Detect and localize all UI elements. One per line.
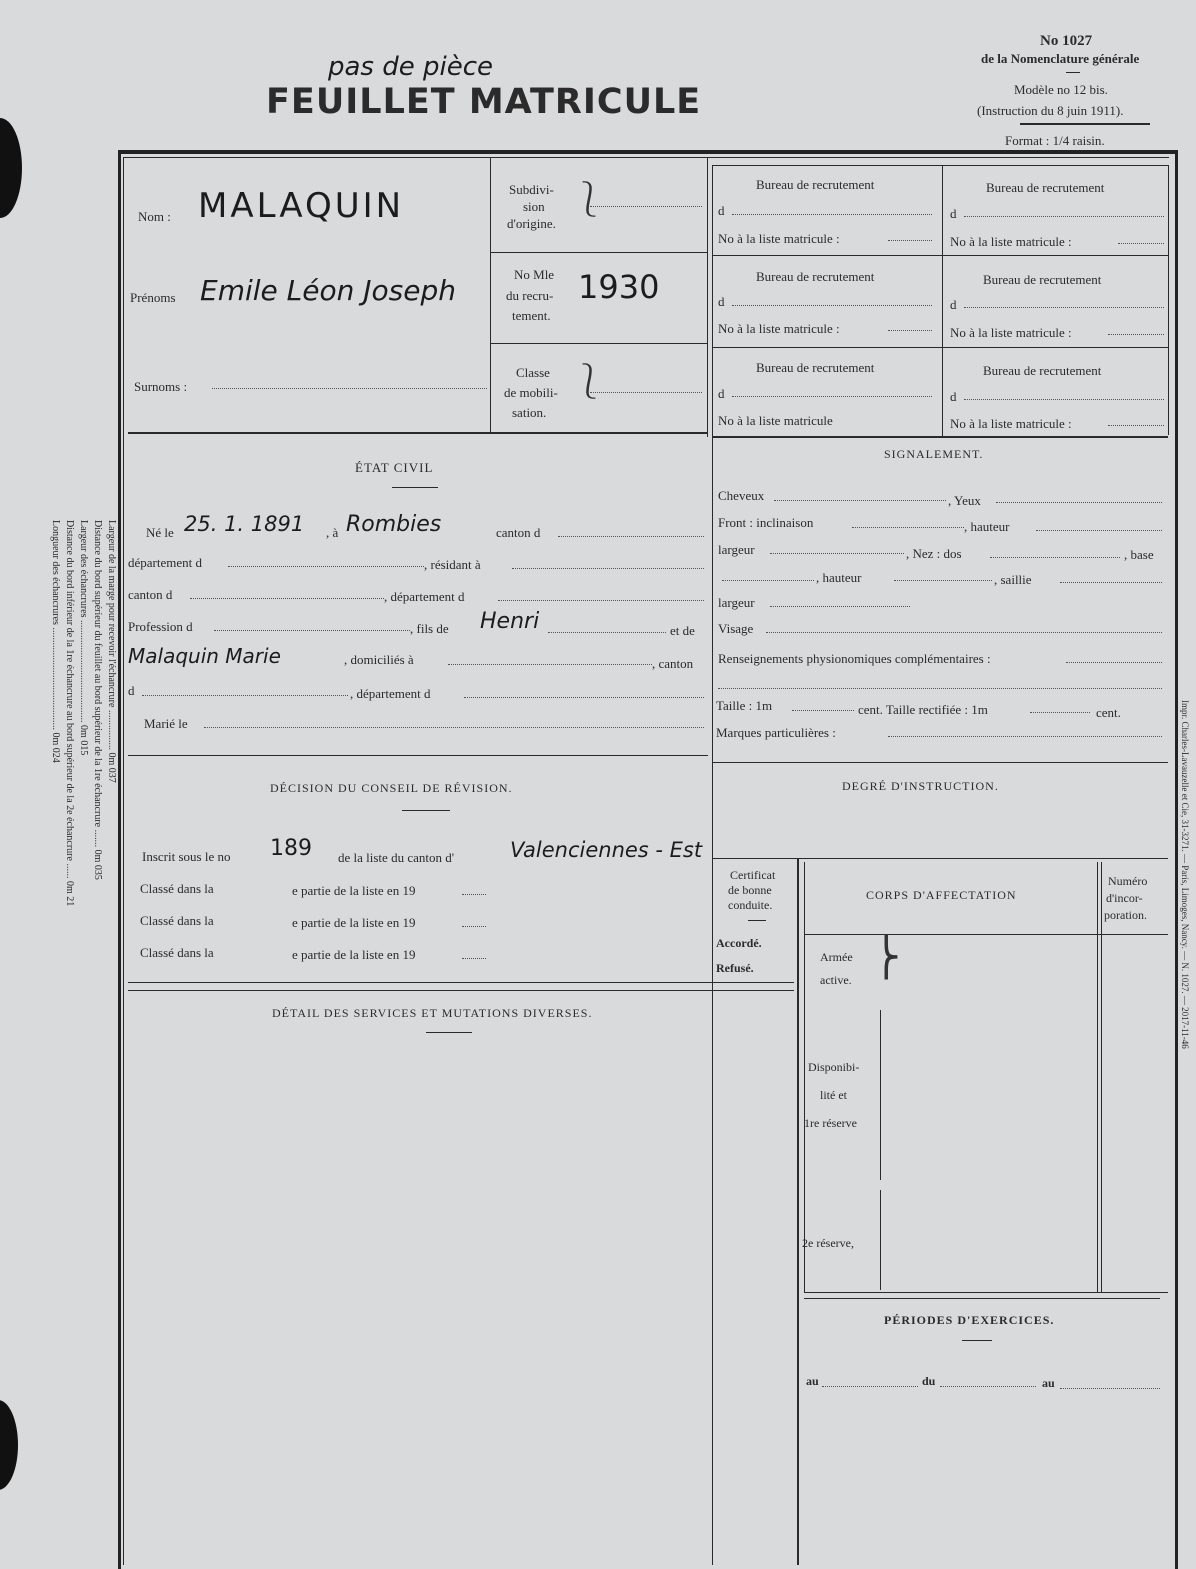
prenoms-value: Emile Léon Joseph bbox=[200, 274, 456, 307]
etat-civil-title: ÉTAT CIVIL bbox=[355, 460, 434, 475]
format: Format : 1/4 raisin. bbox=[1005, 133, 1105, 148]
classe-label: Classe bbox=[516, 365, 550, 380]
prenoms-label: Prénoms bbox=[130, 290, 176, 305]
subdivision-label: Subdivi- bbox=[509, 182, 554, 197]
margin-note: Distance du bord inférieur de la 1re échancrure au bord supérieur de la 2e échancrure ...... 0m 21 bbox=[64, 520, 75, 907]
modele: Modèle no 12 bis. bbox=[1014, 82, 1108, 97]
punch-hole bbox=[0, 1400, 18, 1490]
instruction-date: (Instruction du 8 juin 1911). bbox=[977, 103, 1124, 118]
detail-title: DÉTAIL DES SERVICES ET MUTATIONS DIVERSES. bbox=[272, 1006, 593, 1020]
margin-note: Largeur des échancrures ......................................... 0m 015 bbox=[78, 520, 89, 756]
instruction-title: DEGRÉ D'INSTRUCTION. bbox=[842, 779, 999, 793]
nom-value: MALAQUIN bbox=[198, 186, 405, 226]
conseil-title: DÉCISION DU CONSEIL DE RÉVISION. bbox=[270, 781, 513, 795]
periodes-title: PÉRIODES D'EXERCICES. bbox=[884, 1313, 1055, 1327]
nom-label: Nom : bbox=[138, 209, 171, 224]
margin-note: Distance du bord supérieur du feuillet au bord supérieur de la 1re échancrure ....... 0m 035 bbox=[92, 520, 103, 880]
no-mle-label: No Mle bbox=[514, 267, 555, 282]
margin-note: Longueur des échancrures ......................................... 0m 024 bbox=[50, 520, 61, 763]
nomenclature-label: de la Nomenclature générale bbox=[981, 51, 1140, 66]
margin-note: Largeur de la marge pour recevoir l'échancrure ................ 0m 037 bbox=[106, 520, 117, 783]
annotation: pas de pièce bbox=[328, 52, 494, 82]
imprint: Impr. Charles-Lavauzelle et Cie, 31-3271. — Paris, Limoges, Nancy. — N. 1027. — 2017-11-46 bbox=[1180, 700, 1190, 1049]
mother-name-first: Malaquin Marie bbox=[128, 644, 281, 668]
father-name: Henri bbox=[480, 609, 540, 634]
inscrit-number: 189 bbox=[270, 836, 312, 861]
page-title: FEUILLET MATRICULE bbox=[266, 82, 702, 122]
surnoms-label: Surnoms : bbox=[134, 379, 188, 394]
canton-value: Valenciennes - Est bbox=[510, 838, 703, 862]
no-mle-value: 1930 bbox=[578, 268, 660, 306]
birth-place: Rombies bbox=[346, 512, 442, 537]
punch-hole bbox=[0, 118, 22, 218]
corps-title: CORPS D'AFFECTATION bbox=[866, 888, 1017, 902]
signalement-title: SIGNALEMENT. bbox=[884, 447, 984, 461]
nomenclature-no: No 1027 bbox=[1040, 33, 1093, 49]
birth-date: 25. 1. 1891 bbox=[184, 512, 305, 536]
